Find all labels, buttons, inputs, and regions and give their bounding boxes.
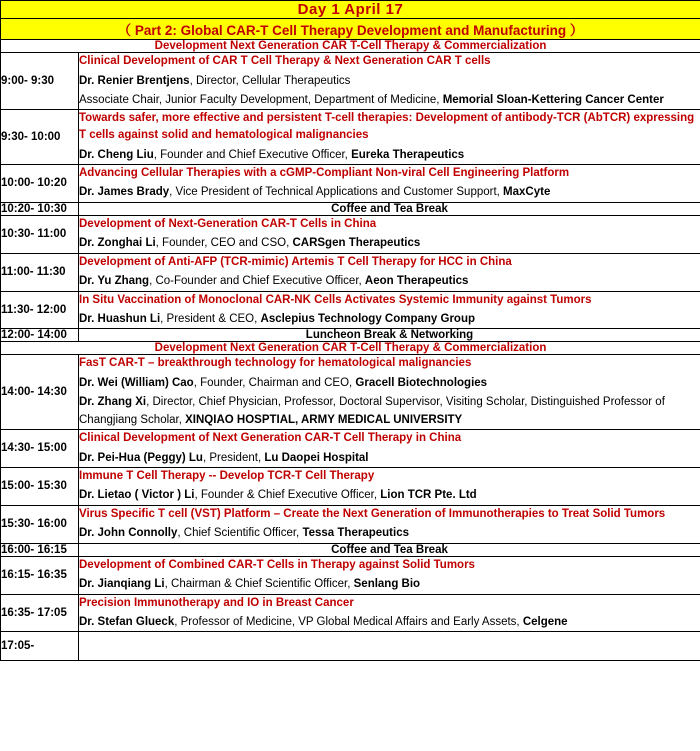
break-label: Luncheon Break & Networking [79, 329, 700, 342]
session-cell [79, 594, 700, 632]
session-cell [79, 467, 700, 505]
speaker-role: , Founder & Chief Executive Officer, [194, 489, 381, 502]
section-row-morning [1, 40, 700, 53]
session-title: Development of Combined CAR-T Cells in Therapy against Solid Tumors [79, 558, 475, 571]
speaker-affiliation: Lion TCR Pte. Ltd [380, 489, 477, 502]
agenda-row [1, 329, 700, 342]
time-cell: 15:00- 15:30 [1, 467, 79, 505]
time-cell: 9:00- 9:30 [1, 53, 79, 110]
speaker-affiliation: Tessa Therapeutics [302, 527, 409, 540]
session-cell [79, 215, 700, 253]
agenda-row [1, 355, 700, 429]
speaker-affiliation: CARSgen Therapeutics [292, 237, 421, 250]
agenda-row [1, 53, 700, 110]
time-cell: 10:00- 10:20 [1, 164, 79, 202]
speaker-line [79, 525, 700, 542]
session-title: FasT CAR-T – breakthrough technology for hematological malignancies [79, 357, 472, 370]
agenda-table-body [1, 1, 700, 53]
speaker-role: , Director, Chief Physician, Professor, Doctoral Supervisor, Visiting Scholar, Distinguished Professor of Changjiang Scholar, [79, 396, 665, 426]
agenda-row [1, 556, 700, 594]
time-cell: 16:15- 16:35 [1, 556, 79, 594]
speaker-role: , Founder, Chairman and CEO, [193, 377, 356, 390]
session-title: Immune T Cell Therapy -- Develop TCR-T Cell Therapy [79, 469, 375, 482]
section-afternoon-cell [1, 342, 700, 355]
speaker-name: Dr. Lietao ( Victor ) Li [79, 489, 195, 502]
speaker-line [79, 375, 700, 392]
session-title: Precision Immunotherapy and IO in Breast Cancer [79, 596, 354, 609]
speaker-line [79, 184, 700, 201]
agenda-row [1, 253, 700, 291]
agenda-row [1, 505, 700, 543]
speaker-line [79, 73, 700, 90]
header-day-text: Day 1 April 17 [297, 1, 404, 18]
session-title: Virus Specific T cell (VST) Platform – Create the Next Generation of Immunotherapies to Treat Solid Tumors [79, 507, 666, 520]
speaker-name: Dr. Wei (William) Cao [79, 377, 194, 390]
header-row-day [1, 1, 700, 19]
agenda-rows [1, 53, 700, 661]
speaker-name: Dr. Jianqiang Li [79, 578, 165, 591]
time-cell: 17:05- [1, 632, 79, 661]
speaker-line [79, 394, 700, 429]
speaker-affiliation: Gracell Biotechnologies [355, 377, 488, 390]
speaker-name: Dr. Cheng Liu [79, 148, 154, 161]
header-part-text: （ Part 2: Global CAR-T Cell Therapy Development and Manufacturing ） [117, 23, 584, 38]
agenda-row [1, 202, 700, 215]
speaker-name: Dr. Pei-Hua (Peggy) Lu [79, 451, 203, 464]
section-morning-title: Development Next Generation CAR T-Cell Therapy & Commercialization [154, 40, 547, 52]
speaker-name: Dr. Renier Brentjens [79, 74, 190, 87]
speaker-role: , Co-Founder and Chief Executive Officer, [149, 275, 365, 288]
speaker-role: , President, [202, 451, 265, 464]
time-cell: 12:00- 14:00 [1, 329, 79, 342]
agenda-row [1, 164, 700, 202]
time-cell: 11:30- 12:00 [1, 291, 79, 329]
session-title: Towards safer, more effective and persistent T-cell therapies: Development of antibody-TCR (AbTCR) expressing T cells against solid and hematological malignancies [79, 112, 695, 141]
speaker-line [79, 92, 700, 109]
agenda-row [1, 291, 700, 329]
agenda-row [1, 429, 700, 467]
speaker-name: Dr. Huashun Li [79, 313, 161, 326]
time-cell: 10:30- 11:00 [1, 215, 79, 253]
session-cell [79, 164, 700, 202]
header-part-cell [1, 19, 700, 40]
speaker-role: , Founder, CEO and CSO, [155, 237, 293, 250]
time-cell: 16:35- 17:05 [1, 594, 79, 632]
session-cell [79, 429, 700, 467]
section-row-afternoon [1, 342, 700, 355]
agenda-row [1, 467, 700, 505]
speaker-affiliation: XINQIAO HOSPTIAL, ARMY MEDICAL UNIVERSITY [185, 413, 463, 426]
speaker-line [79, 273, 700, 290]
time-cell: 11:00- 11:30 [1, 253, 79, 291]
speaker-line [79, 235, 700, 252]
empty-session-cell [79, 632, 700, 661]
agenda-row [1, 594, 700, 632]
agenda-row [1, 543, 700, 556]
session-title: Advancing Cellular Therapies with a cGMP-Compliant Non-viral Cell Engineering Platform [79, 166, 570, 179]
session-title: Clinical Development of CAR T Cell Therapy & Next Generation CAR T cells [79, 55, 491, 67]
header-day-cell [1, 1, 700, 19]
agenda-row [1, 110, 700, 165]
speaker-name: Dr. Stefan Glueck [79, 616, 175, 629]
speaker-role: , President & CEO, [160, 313, 261, 326]
time-cell: 14:00- 14:30 [1, 355, 79, 429]
speaker-role: , Chief Scientific Officer, [177, 527, 303, 540]
speaker-name: Dr. James Brady [79, 186, 170, 199]
time-cell: 9:30- 10:00 [1, 110, 79, 165]
speaker-name: Dr. Zonghai Li [79, 237, 156, 250]
speaker-line [79, 487, 700, 504]
speaker-line [79, 147, 700, 164]
time-cell: 14:30- 15:00 [1, 429, 79, 467]
speaker-line [79, 311, 700, 328]
time-cell: 15:30- 16:00 [1, 505, 79, 543]
session-cell [79, 110, 700, 165]
speaker-line [79, 450, 700, 467]
session-cell [79, 53, 700, 110]
speaker-role: , Vice President of Technical Applications and Customer Support, [169, 186, 504, 199]
time-cell: 10:20- 10:30 [1, 202, 79, 215]
agenda-row [1, 632, 700, 661]
session-title: Development of Anti-AFP (TCR-mimic) Artemis T Cell Therapy for HCC in China [79, 255, 512, 268]
session-cell [79, 253, 700, 291]
speaker-role: , Founder and Chief Executive Officer, [153, 148, 352, 161]
header-row-part [1, 19, 700, 40]
speaker-affiliation: MaxCyte [503, 186, 551, 199]
speaker-affiliation: Aeon Therapeutics [364, 275, 469, 288]
session-cell [79, 556, 700, 594]
speaker-name: Dr. Zhang Xi [79, 396, 147, 409]
speaker-affiliation: Senlang Bio [353, 578, 421, 591]
speaker-role: , Professor of Medicine, VP Global Medical Affairs and Early Assets, [174, 616, 523, 629]
speaker-affiliation: Eureka Therapeutics [351, 148, 465, 161]
speaker-name: Dr. Yu Zhang [79, 275, 150, 288]
session-cell [79, 355, 700, 429]
speaker-name: Dr. John Connolly [79, 527, 178, 540]
session-cell [79, 505, 700, 543]
session-title: In Situ Vaccination of Monoclonal CAR-NK Cells Activates Systemic Immunity against Tumors [79, 293, 592, 306]
session-title: Clinical Development of Next Generation CAR-T Cell Therapy in China [79, 431, 462, 444]
section-morning-cell [1, 40, 700, 53]
speaker-affiliation: Asclepius Technology Company Group [260, 313, 475, 326]
section-afternoon-title: Development Next Generation CAR T-Cell Therapy & Commercialization [154, 342, 547, 355]
time-cell: 16:00- 16:15 [1, 543, 79, 556]
break-label: Coffee and Tea Break [79, 543, 700, 556]
session-cell [79, 291, 700, 329]
speaker-line [79, 576, 700, 593]
speaker-role: , Director, Cellular Therapeutics [189, 74, 351, 87]
speaker-affiliation: Lu Daopei Hospital [264, 451, 369, 464]
agenda-row [1, 215, 700, 253]
speaker-affiliation: Celgene [522, 616, 568, 629]
break-label: Coffee and Tea Break [79, 202, 700, 215]
speaker-affiliation: Memorial Sloan-Kettering Cancer Center [442, 93, 664, 106]
session-title: Development of Next-Generation CAR-T Cells in China [79, 217, 377, 230]
speaker-role: , Chairman & Chief Scientific Officer, [164, 578, 354, 591]
speaker-role: Associate Chair, Junior Faculty Development, Department of Medicine, [79, 93, 443, 106]
speaker-line [79, 614, 700, 631]
